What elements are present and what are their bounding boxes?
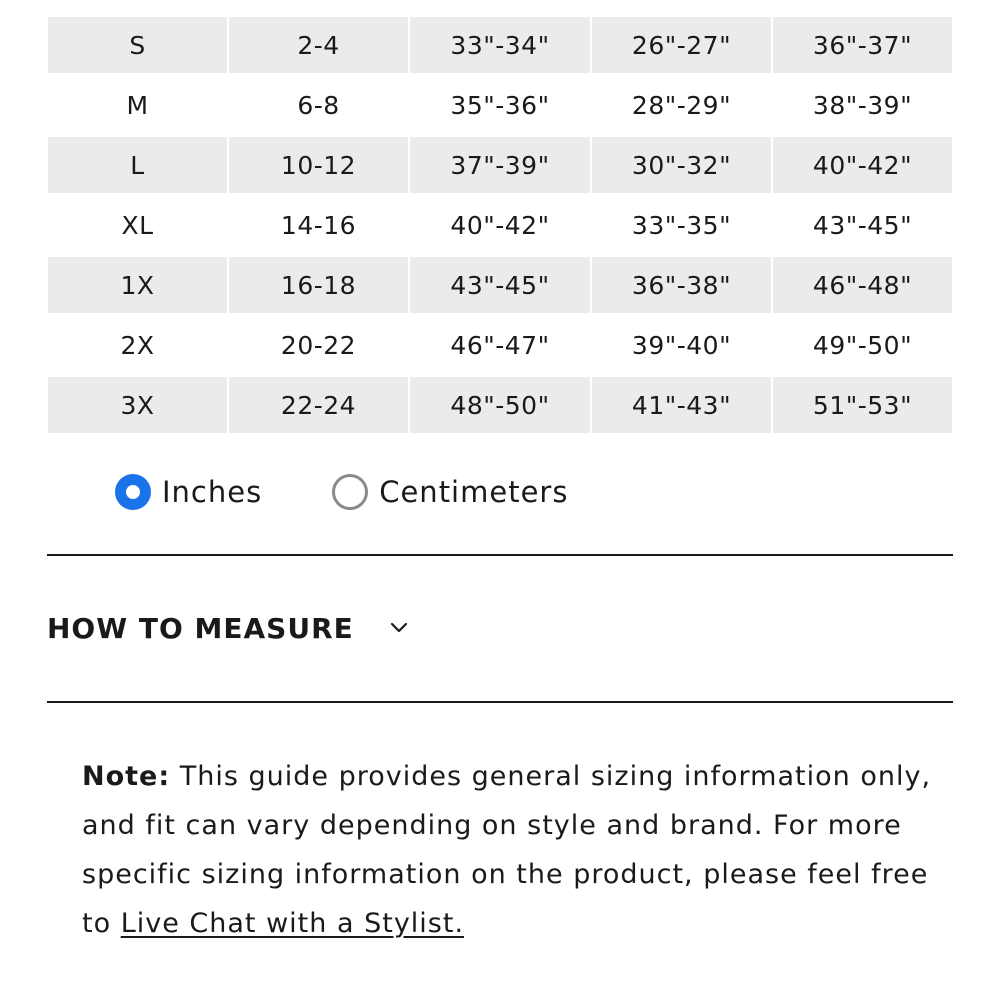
table-row [47, 315, 953, 375]
table-cell-measurement: 40"-42" [773, 137, 952, 193]
unit-toggle [115, 470, 568, 514]
note-label: Note: [82, 761, 171, 792]
table-cell-numeric-size: 6-8 [297, 90, 340, 120]
sizing-note [82, 752, 952, 948]
centimeters-label[interactable]: Centimeters [379, 475, 569, 509]
table-cell-measurement: 46"-47" [450, 330, 550, 360]
table-cell-numeric-size: 2-4 [229, 17, 408, 73]
centimeters-radio[interactable] [332, 474, 368, 510]
live-chat-link[interactable]: Live Chat with a Stylist. [120, 908, 465, 939]
table-cell-measurement: 46"-48" [773, 257, 952, 313]
table-cell-size: M [126, 90, 149, 120]
table-cell-measurement: 28"-29" [631, 90, 732, 120]
table-cell-measurement: 51"-53" [773, 377, 952, 433]
how-to-measure-title[interactable]: HOW TO MEASURE [47, 611, 354, 645]
centimeters-option[interactable] [332, 474, 568, 510]
table-cell-measurement: 48"-50" [410, 377, 590, 433]
table-cell-measurement: 41"-43" [592, 377, 771, 433]
table-cell-measurement: 33"-35" [631, 210, 732, 240]
table-cell-numeric-size: 16-18 [229, 257, 408, 313]
inches-radio[interactable] [115, 474, 151, 510]
table-cell-size: 3X [48, 377, 227, 433]
table-row [47, 195, 953, 255]
table-cell-measurement: 30"-32" [592, 137, 771, 193]
table-cell-measurement: 38"-39" [812, 90, 913, 120]
table-cell-measurement: 36"-37" [773, 17, 952, 73]
table-cell-measurement: 39"-40" [631, 330, 732, 360]
table-row [47, 75, 953, 135]
table-cell-measurement: 40"-42" [450, 210, 550, 240]
table-cell-measurement: 35"-36" [450, 90, 550, 120]
note-text: This guide provides general sizing information only, and fit can vary depending on style and brand. For more specific sizing information on the product, please feel free to [82, 761, 932, 939]
table-cell-measurement: 49"-50" [812, 330, 913, 360]
table-cell-size: L [48, 137, 227, 193]
table-row [47, 255, 953, 315]
chevron-down-icon[interactable] [388, 617, 410, 639]
table-cell-measurement: 36"-38" [592, 257, 771, 313]
inches-label[interactable]: Inches [162, 475, 263, 509]
table-row [47, 135, 953, 195]
inches-option[interactable] [115, 474, 262, 510]
table-cell-size: 2X [120, 330, 155, 360]
table-cell-numeric-size: 22-24 [229, 377, 408, 433]
table-row [47, 375, 953, 435]
table-cell-measurement: 26"-27" [592, 17, 771, 73]
table-cell-size: S [48, 17, 227, 73]
table-cell-numeric-size: 20-22 [280, 330, 357, 360]
table-cell-numeric-size: 10-12 [229, 137, 408, 193]
table-cell-measurement: 37"-39" [410, 137, 590, 193]
table-cell-size: XL [121, 210, 154, 240]
table-cell-measurement: 33"-34" [410, 17, 590, 73]
table-cell-size: 1X [48, 257, 227, 313]
table-cell-measurement: 43"-45" [812, 210, 913, 240]
table-cell-measurement: 43"-45" [410, 257, 590, 313]
divider [47, 554, 953, 556]
how-to-measure-toggle[interactable] [47, 605, 410, 651]
size-chart-table [47, 15, 953, 435]
table-cell-numeric-size: 14-16 [280, 210, 357, 240]
table-row [47, 15, 953, 75]
divider [47, 701, 953, 703]
